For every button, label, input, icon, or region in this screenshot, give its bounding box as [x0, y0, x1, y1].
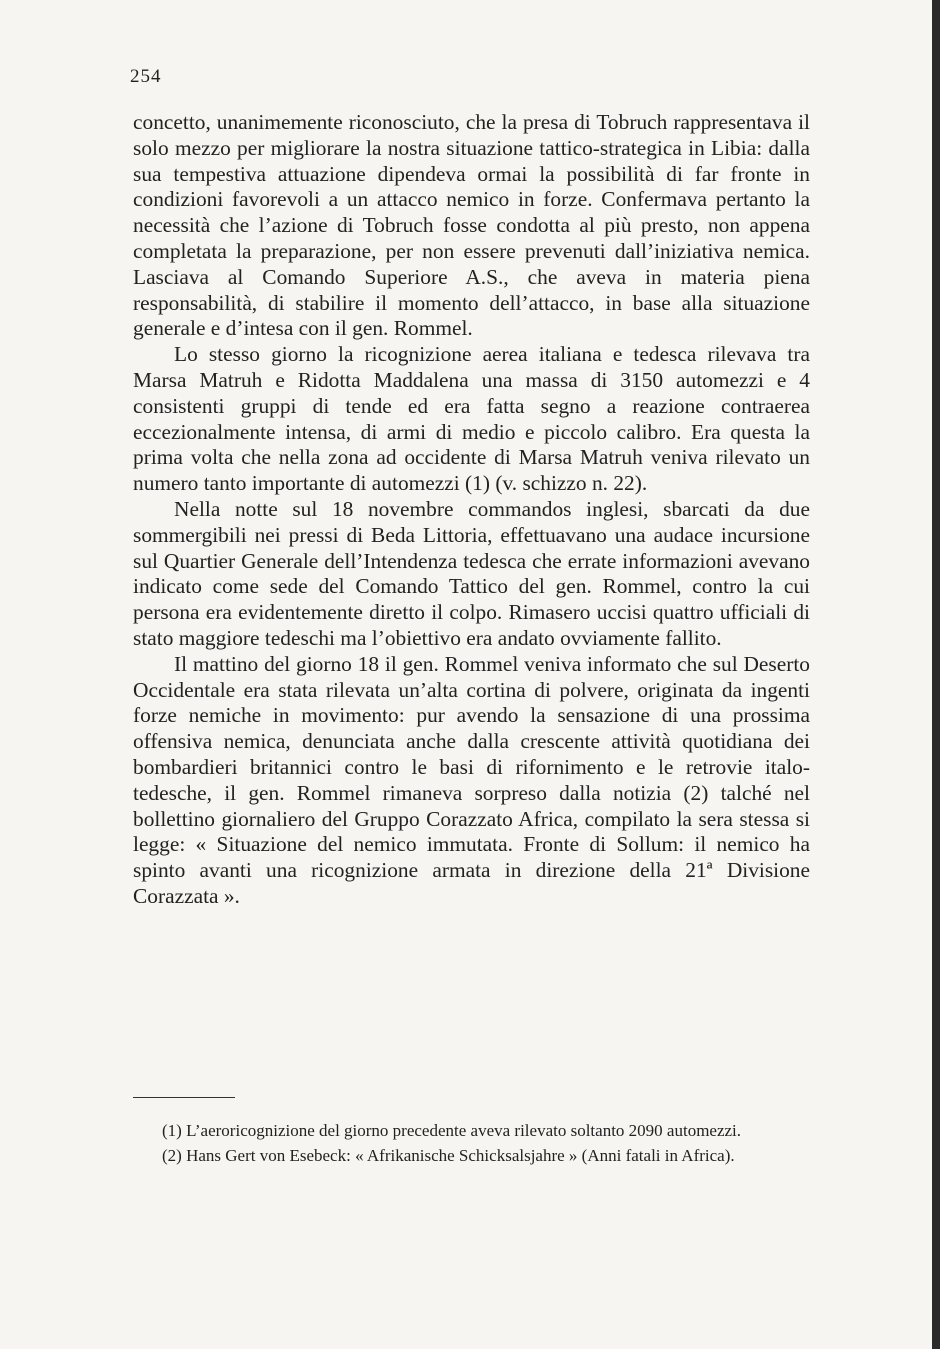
paragraph-1: concetto, unanimemente riconosciuto, che la presa di Tobruch rappresentava il solo mezzo per migliorare la nostra situazione tattico-strategica in Libia: dalla sua tempestiva attuazione dipendeva ormai la possibilità di far fronte in condizioni favorevoli a un attacco nemico in forze. Confermava pertanto la necessità che l’azione di Tobruch fosse condotta al più presto, non appena completata la preparazione, per non essere prevenuti dall’iniziativa nemica. Lasciava al Comando Superiore A.S., che aveva in materia piena responsabilità, di stabilire il momento dell’attacco, in base alla situazione generale e d’intesa con il gen. Rommel.	[133, 110, 810, 341]
footnote-2: (2) Hans Gert von Esebeck: « Afrikanische Schicksalsjahre » (Anni fatali in Africa).	[162, 1146, 735, 1165]
body-text	[133, 110, 810, 910]
paragraph-4: Il mattino del giorno 18 il gen. Rommel veniva informato che sul Deserto Occidentale era stata rilevata un’alta cortina di polvere, originata da ingenti forze nemiche in movimento: pur avendo la sensazione di una prossima offensiva nemica, denunciata anche dalla crescente attività quotidiana dei bombardieri britannici contro le basi di rifornimento e le retrovie italo-tedesche, il gen. Rommel rimaneva sorpreso dalla notizia (2) talché nel bollettino giornaliero del Gruppo Corazzato Africa, compilato la sera stessa si legge: « Situazione del nemico immutata. Fronte di Sollum: il nemico ha spinto avanti una ricognizione armata in direzione della 21ª Divisione Corazzata ».	[133, 651, 810, 908]
footnote-divider	[133, 1097, 235, 1098]
footnote-1: (1) L’aeroricognizione del giorno precedente aveva rilevato soltanto 2090 automezzi.	[162, 1121, 742, 1140]
paragraph-3: Nella notte sul 18 novembre commandos inglesi, sbarcati da due sommergibili nei pressi di Beda Littoria, effettuavano una audace incursione sul Quartier Generale dell’Intendenza tedesca che errate informazioni avevano indicato come sede del Comando Tattico del gen. Rommel, contro la cui persona era evidentemente diretto il colpo. Rimasero uccisi quattro ufficiali di stato maggiore tedeschi ma l’obiettivo era andato ovviamente fallito.	[133, 496, 810, 650]
paragraph-2: Lo stesso giorno la ricognizione aerea italiana e tedesca rilevava tra Marsa Matruh e Ridotta Maddalena una massa di 3150 automezzi e 4 consistenti gruppi di tende ed era fatta segno a reazione contraerea eccezionalmente intensa, di armi di medio e piccolo calibro. Era questa la prima volta che nella zona ad occidente di Marsa Matruh veniva rilevato un numero tanto importante di automezzi (1) (v. schizzo n. 22).	[133, 342, 810, 496]
footnotes	[133, 1120, 810, 1170]
page-edge-shadow	[932, 0, 940, 1349]
page-number: 254	[130, 66, 162, 87]
